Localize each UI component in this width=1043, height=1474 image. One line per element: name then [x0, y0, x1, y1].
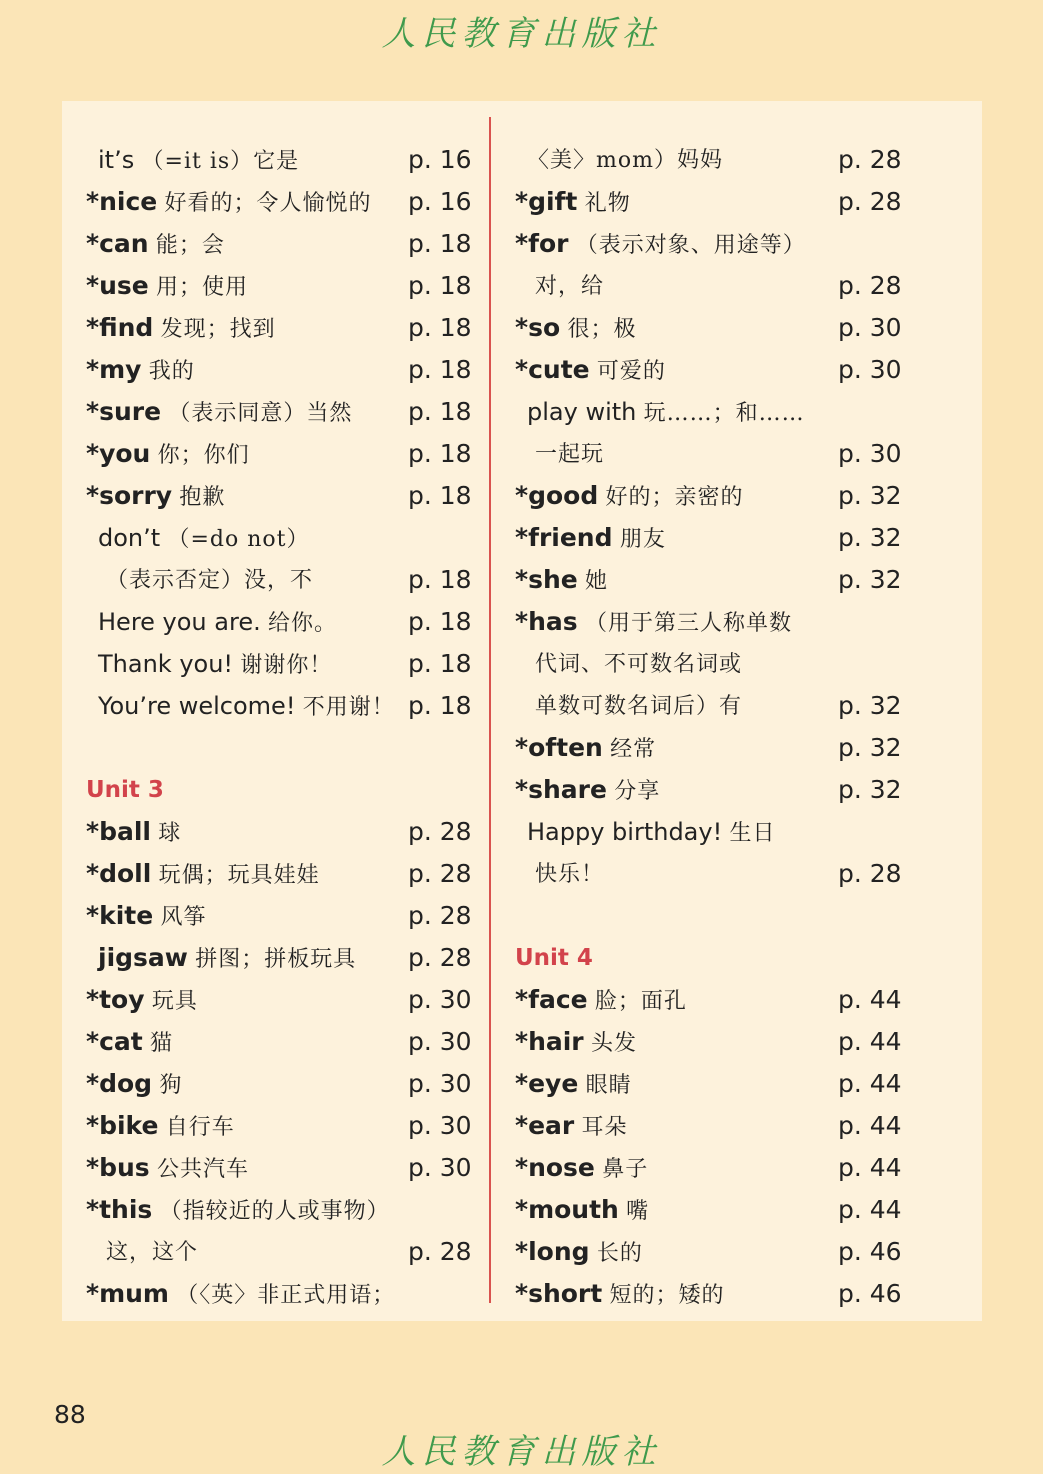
entry-text [86, 223, 225, 267]
vocabulary-entry [86, 1063, 486, 1105]
entry-page-ref: p. 32 [838, 691, 902, 720]
entry-page-ref: p. 32 [838, 775, 902, 804]
entry-word: *long [515, 1237, 590, 1266]
vocabulary-entry [515, 349, 915, 391]
entry-text [98, 517, 310, 561]
entry-page-ref: p. 18 [408, 481, 472, 510]
vocabulary-entry [86, 391, 486, 433]
entry-text [515, 349, 666, 393]
entry-meaning: 抱歉 [179, 485, 226, 510]
entry-word: *good [515, 481, 599, 510]
entry-word: *bike [86, 1111, 159, 1140]
entry-meaning: 用；使用 [156, 275, 249, 300]
vocabulary-entry [86, 433, 486, 475]
entry-text [86, 1189, 390, 1233]
entry-page-ref: p. 18 [408, 649, 472, 678]
entry-page-ref: p. 28 [838, 187, 902, 216]
entry-meaning: 自行车 [165, 1115, 235, 1140]
entry-text [86, 853, 320, 897]
vocabulary-entry [515, 769, 915, 811]
entry-word: *friend [515, 523, 613, 552]
entry-page-ref: p. 44 [838, 1111, 902, 1140]
entry-page-ref: p. 44 [838, 985, 902, 1014]
entry-page-ref: p. 30 [838, 313, 902, 342]
entry-meaning: 朋友 [619, 527, 666, 552]
entry-text [86, 1063, 182, 1107]
vocabulary-entry [515, 1105, 915, 1147]
vocabulary-entry [515, 1063, 915, 1105]
entry-page-ref: p. 32 [838, 565, 902, 594]
entry-word: *toy [86, 985, 145, 1014]
vocabulary-entry [515, 559, 915, 601]
entry-word: *mouth [515, 1195, 619, 1224]
entry-text [86, 811, 181, 855]
vocabulary-entry [86, 223, 486, 265]
entry-word: *eye [515, 1069, 579, 1098]
entry-word: *mum [86, 1279, 169, 1308]
entry-meaning: 好看的；令人愉悦的 [164, 191, 372, 216]
entry-text [86, 1105, 235, 1149]
vocabulary-entry [515, 307, 915, 349]
entry-page-ref: p. 28 [408, 901, 472, 930]
vocabulary-entry [86, 1231, 486, 1273]
entry-page-ref: p. 18 [408, 607, 472, 636]
entry-page-ref: p. 18 [408, 271, 472, 300]
entry-text [515, 1105, 628, 1149]
entry-text [535, 853, 604, 896]
entry-text [515, 307, 636, 351]
vocabulary-entry [86, 1273, 486, 1315]
vocabulary-entry [515, 1021, 915, 1063]
spacer [515, 895, 915, 937]
entry-word: don’t [98, 524, 161, 552]
publisher-logo-bottom: 人民教育出版社 [381, 1432, 662, 1472]
vocabulary-entry [86, 307, 486, 349]
unit-heading-label: Unit 3 [86, 777, 164, 803]
entry-text [535, 643, 742, 686]
entry-text [535, 685, 742, 728]
entry-page-ref: p. 30 [408, 1069, 472, 1098]
entry-text [86, 979, 198, 1023]
unit-heading-label: Unit 4 [515, 945, 593, 971]
entry-text [86, 1273, 395, 1317]
entry-page-ref: p. 16 [408, 145, 472, 174]
vocabulary-entry [86, 1189, 486, 1231]
entry-meaning: 这，这个 [106, 1240, 199, 1265]
entry-text [86, 475, 225, 519]
vocabulary-entry [515, 811, 915, 853]
entry-text [86, 391, 352, 435]
entry-page-ref: p. 18 [408, 439, 472, 468]
entry-text [98, 601, 337, 645]
entry-word: *use [86, 271, 149, 300]
entry-page-ref: p. 44 [838, 1027, 902, 1056]
unit-heading [86, 769, 486, 811]
entry-page-ref: p. 30 [408, 985, 472, 1014]
entry-word: *face [515, 985, 588, 1014]
entry-word: *gift [515, 187, 578, 216]
entry-meaning: 〈美〉mom）妈妈 [527, 148, 723, 173]
entry-word: play with [527, 398, 637, 426]
entry-word: *sure [86, 397, 162, 426]
vocabulary-entry [86, 643, 486, 685]
entry-word: Happy birthday! [527, 818, 723, 846]
entry-meaning: 风筝 [160, 905, 207, 930]
vocabulary-entry [515, 1189, 915, 1231]
entry-meaning: 对，给 [535, 274, 605, 299]
page-number: 88 [54, 1400, 86, 1429]
entry-meaning: 嘴 [626, 1199, 650, 1224]
entry-text [535, 433, 604, 476]
entry-text [98, 937, 356, 981]
entry-word: *ear [515, 1111, 575, 1140]
entry-word: *nice [86, 187, 158, 216]
vocabulary-entry [86, 1105, 486, 1147]
entry-text [515, 559, 608, 603]
entry-meaning: （=it is）它是 [141, 149, 300, 174]
vocabulary-entry [515, 601, 915, 643]
entry-page-ref: p. 32 [838, 733, 902, 762]
vocabulary-entry [515, 391, 915, 433]
entry-meaning: 很；极 [567, 317, 637, 342]
entry-word: *hair [515, 1027, 584, 1056]
entry-meaning: 猫 [150, 1031, 174, 1056]
entry-meaning: 一起玩 [535, 442, 605, 467]
entry-page-ref: p. 28 [838, 859, 902, 888]
entry-meaning: 不用谢！ [302, 695, 395, 720]
entry-word: *doll [86, 859, 152, 888]
entry-text [106, 559, 313, 602]
entry-meaning: 我的 [148, 359, 195, 384]
vocabulary-entry [86, 139, 486, 181]
entry-meaning: （〈英〉非正式用语； [176, 1283, 396, 1308]
entry-word: *has [515, 607, 578, 636]
entry-page-ref: p. 18 [408, 313, 472, 342]
entry-word: *ball [86, 817, 151, 846]
entry-word: *bus [86, 1153, 150, 1182]
entry-page-ref: p. 28 [838, 271, 902, 300]
entry-page-ref: p. 30 [408, 1027, 472, 1056]
entry-word: *cute [515, 355, 590, 384]
entry-page-ref: p. 30 [838, 355, 902, 384]
entry-word: jigsaw [98, 943, 188, 972]
entry-meaning: （表示同意）当然 [168, 401, 353, 426]
entry-meaning: 公共汽车 [156, 1157, 249, 1182]
entry-page-ref: p. 18 [408, 691, 472, 720]
entry-page-ref: p. 44 [838, 1153, 902, 1182]
entry-word: *short [515, 1279, 603, 1308]
entry-text [98, 685, 395, 729]
entry-meaning: （=do not） [167, 527, 310, 552]
entry-page-ref: p. 30 [838, 439, 902, 468]
entry-meaning: 脸；面孔 [594, 989, 687, 1014]
entry-text [515, 517, 666, 561]
entry-page-ref: p. 18 [408, 397, 472, 426]
entry-text [515, 769, 660, 813]
entry-text [527, 391, 805, 435]
entry-meaning: 玩偶；玩具娃娃 [158, 863, 320, 888]
entry-text [515, 1231, 643, 1275]
entry-word: *often [515, 733, 603, 762]
vocabulary-entry [86, 1021, 486, 1063]
entry-text [515, 1063, 632, 1107]
entry-meaning: 生日 [729, 821, 776, 846]
entry-word: *so [515, 313, 561, 342]
vocabulary-entry [86, 937, 486, 979]
vocabulary-entry [515, 139, 915, 181]
entry-meaning: 耳朵 [581, 1115, 628, 1140]
entry-text [527, 811, 776, 855]
entry-text [86, 307, 276, 351]
entry-text [515, 979, 687, 1023]
vocabulary-entry [86, 601, 486, 643]
entry-meaning: 经常 [610, 737, 657, 762]
entry-meaning: 好的；亲密的 [605, 485, 744, 510]
entry-word: *she [515, 565, 578, 594]
vocabulary-entry [86, 517, 486, 559]
unit-heading [515, 937, 915, 979]
entry-page-ref: p. 28 [408, 1237, 472, 1266]
vocabulary-entry [86, 1147, 486, 1189]
entry-text [515, 601, 792, 645]
vocabulary-entry [515, 475, 915, 517]
entry-text [515, 1147, 648, 1191]
vocabulary-entry [86, 979, 486, 1021]
entry-word: *can [86, 229, 149, 258]
entry-meaning: （表示否定）没，不 [106, 568, 314, 593]
entry-word: *cat [86, 1027, 143, 1056]
entry-meaning: 谢谢你！ [240, 653, 333, 678]
entry-page-ref: p. 16 [408, 187, 472, 216]
entry-meaning: （用于第三人称单数 [584, 611, 792, 636]
entry-meaning: 玩具 [151, 989, 198, 1014]
entry-text [86, 349, 195, 393]
entry-text [527, 139, 723, 182]
entry-meaning: 短的；矮的 [609, 1283, 725, 1308]
vocabulary-entry [86, 559, 486, 601]
vocabulary-entry [515, 433, 915, 475]
entry-page-ref: p. 32 [838, 523, 902, 552]
entry-meaning: 代词、不可数名词或 [535, 652, 743, 677]
vocabulary-entry [86, 475, 486, 517]
vocabulary-entry [86, 265, 486, 307]
vocabulary-entry [515, 1231, 915, 1273]
vocabulary-entry [86, 181, 486, 223]
entry-page-ref: p. 44 [838, 1069, 902, 1098]
vocabulary-entry [515, 1147, 915, 1189]
entry-text [515, 1021, 637, 1065]
entry-word: Here you are. [98, 608, 261, 636]
entry-page-ref: p. 18 [408, 565, 472, 594]
entry-text [515, 223, 806, 267]
entry-word: *nose [515, 1153, 595, 1182]
vocabulary-entry [515, 181, 915, 223]
entry-text [515, 1189, 649, 1233]
vocabulary-entry [86, 811, 486, 853]
entry-text [86, 181, 372, 225]
entry-meaning: 能；会 [155, 233, 225, 258]
vocabulary-entry [515, 853, 915, 895]
entry-word: *you [86, 439, 151, 468]
entry-meaning: 礼物 [584, 191, 631, 216]
entry-meaning: 她 [585, 569, 609, 594]
entry-meaning: 玩……；和…… [643, 401, 805, 426]
entry-word: *this [86, 1195, 153, 1224]
vocabulary-entry [515, 643, 915, 685]
entry-page-ref: p. 28 [408, 859, 472, 888]
entry-word: *kite [86, 901, 154, 930]
entry-word: *dog [86, 1069, 153, 1098]
entry-meaning: 快乐！ [535, 862, 605, 887]
entry-text [535, 265, 604, 308]
entry-page-ref: p. 30 [408, 1153, 472, 1182]
entry-text [515, 475, 744, 519]
entry-meaning: 你；你们 [157, 443, 250, 468]
vocabulary-entry [86, 853, 486, 895]
entry-text [98, 643, 332, 687]
entry-text [86, 265, 248, 309]
vocabulary-entry [515, 1273, 915, 1315]
vocabulary-entry [86, 685, 486, 727]
vocabulary-entry [86, 895, 486, 937]
vocabulary-entry [86, 349, 486, 391]
entry-word: You’re welcome! [98, 692, 296, 720]
entry-page-ref: p. 32 [838, 481, 902, 510]
entry-text [86, 895, 207, 939]
entry-meaning: 狗 [159, 1073, 183, 1098]
vocabulary-entry [515, 685, 915, 727]
spacer [86, 727, 486, 769]
entry-word: Thank you! [98, 650, 234, 678]
column-divider [489, 117, 491, 1303]
entry-page-ref: p. 46 [838, 1237, 902, 1266]
entry-meaning: 拼图；拼板玩具 [195, 947, 357, 972]
entry-text [98, 139, 299, 183]
vocabulary-entry [515, 727, 915, 769]
entry-page-ref: p. 28 [408, 943, 472, 972]
publisher-logo-top: 人民教育出版社 [381, 14, 662, 54]
entry-meaning: 长的 [596, 1241, 643, 1266]
entry-text [515, 1273, 725, 1317]
entry-text [515, 181, 631, 225]
entry-word: *find [86, 313, 154, 342]
vocabulary-entry [515, 517, 915, 559]
entry-meaning: 眼睛 [585, 1073, 632, 1098]
entry-meaning: （指较近的人或事物） [159, 1199, 390, 1224]
entry-page-ref: p. 18 [408, 355, 472, 384]
entry-text [515, 727, 656, 771]
entry-meaning: 单数可数名词后）有 [535, 694, 743, 719]
entry-page-ref: p. 46 [838, 1279, 902, 1308]
entry-meaning: 分享 [614, 779, 661, 804]
vocabulary-entry [515, 223, 915, 265]
entry-text [86, 1021, 173, 1065]
entry-meaning: 头发 [590, 1031, 637, 1056]
entry-word: *my [86, 355, 142, 384]
entry-page-ref: p. 30 [408, 1111, 472, 1140]
entry-meaning: 给你。 [268, 611, 338, 636]
entry-meaning: 球 [158, 821, 182, 846]
entry-meaning: 鼻子 [602, 1157, 649, 1182]
entry-word: *for [515, 229, 569, 258]
entry-page-ref: p. 18 [408, 229, 472, 258]
entry-word: it’s [98, 146, 135, 174]
vocabulary-entry [515, 979, 915, 1021]
entry-word: *share [515, 775, 607, 804]
entry-page-ref: p. 28 [838, 145, 902, 174]
entry-text [86, 433, 250, 477]
entry-text [86, 1147, 249, 1191]
entry-text [106, 1231, 198, 1274]
entry-page-ref: p. 44 [838, 1195, 902, 1224]
entry-word: *sorry [86, 481, 173, 510]
entry-meaning: （表示对象、用途等） [575, 233, 806, 258]
entry-meaning: 发现；找到 [160, 317, 276, 342]
entry-page-ref: p. 28 [408, 817, 472, 846]
vocabulary-entry [515, 265, 915, 307]
entry-meaning: 可爱的 [596, 359, 666, 384]
